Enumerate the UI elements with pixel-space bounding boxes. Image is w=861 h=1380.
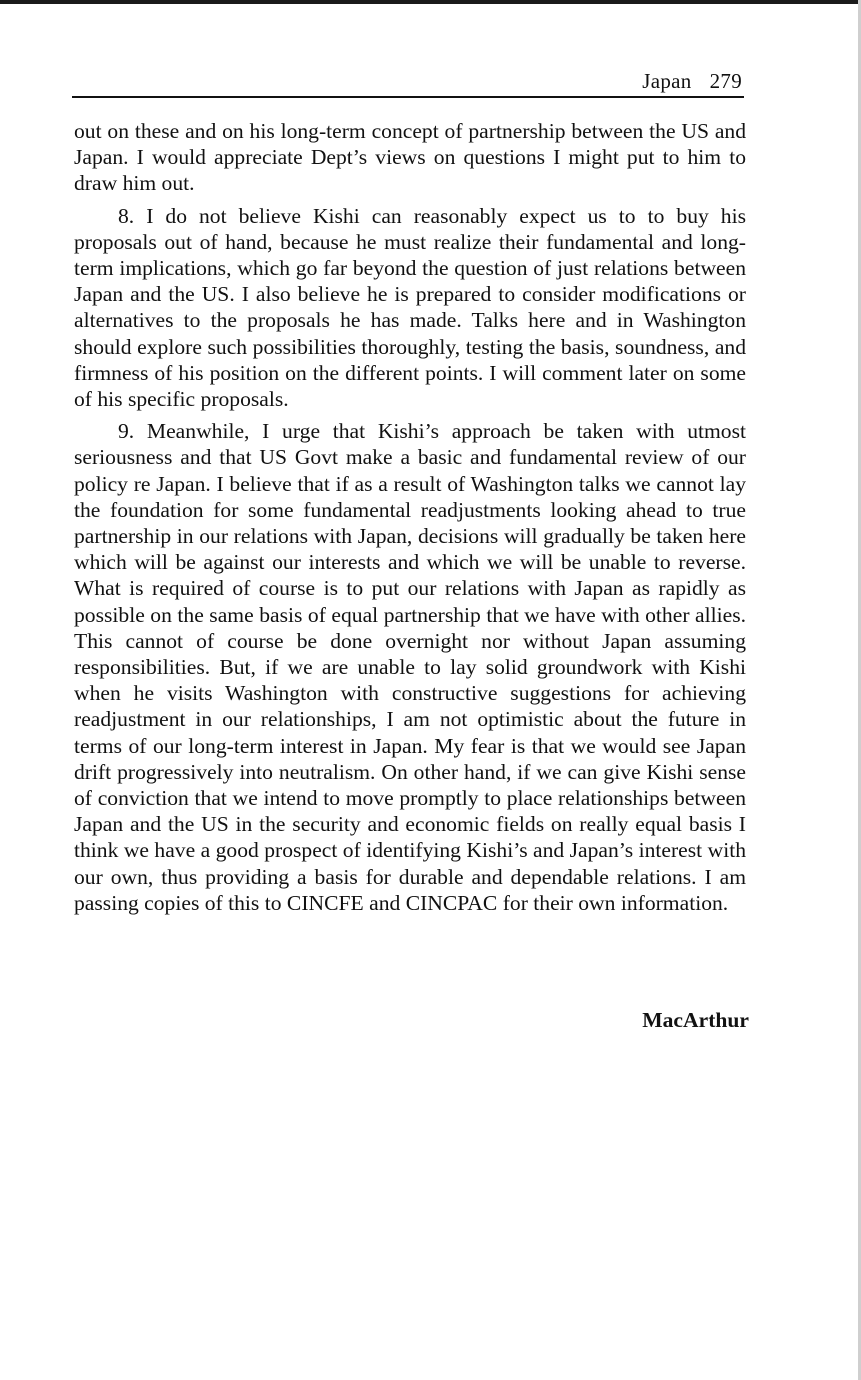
running-header	[72, 64, 744, 98]
paragraph-9: 9. Meanwhile, I urge that Kishi’s approach be taken with utmost seriousness and that US Govt make a basic and fundamental review of our policy re Japan. I believe that if as a result of Washington talks we cannot lay the foundation for some fundamental readjustments looking ahead to true partnership in our relations with Japan, decisions will gradually be taken here which will be against our interests and which we will be unable to reverse. What is required of course is to put our relations with Japan as rapidly as possible on the same basis of equal partnership that we have with other allies. This cannot of course be done overnight nor without Japan assuming responsibilities. But, if we are unable to lay solid groundwork with Kishi when he visits Washington with constructive suggestions for achieving readjustment in our relationships, I am not optimistic about the future in terms of our long-term interest in Japan. My fear is that we would see Japan drift progressively into neutralism. On other hand, if we can give Kishi sense of conviction that we intend to move promptly to place relationships between Japan and the US in the security and economic fields on really equal basis I think we have a good prospect of identifying Kishi’s and Japan’s interest with our own, thus providing a basis for durable and dependable relations. I am passing copies of this to CINCFE and CINCPAC for their own information.	[74, 419, 746, 915]
header-text	[642, 69, 742, 94]
paragraph-8: 8. I do not believe Kishi can reasonably expect us to to buy his proposals out of hand, because he must realize their fundamental and long-term implications, which go far beyond the question of just relations between Japan and the US. I also believe he is prepared to consider modifications or alternatives to the proposals he has made. Talks here and in Washington should explore such possibilities thoroughly, testing the basis, soundness, and firmness of his position on the different points. I will comment later on some of his specific proposals.	[74, 203, 746, 412]
signature: MacArthur	[642, 1008, 749, 1032]
document-body	[74, 118, 746, 916]
page-top-edge	[0, 0, 861, 4]
paragraph-continuation: out on these and on his long-term concept of partnership between the US and Japan. I would appreciate Dept’s views on questions I might put to him to draw him out.	[74, 119, 746, 196]
page-number: 279	[709, 69, 742, 93]
section-title: Japan	[642, 69, 692, 93]
